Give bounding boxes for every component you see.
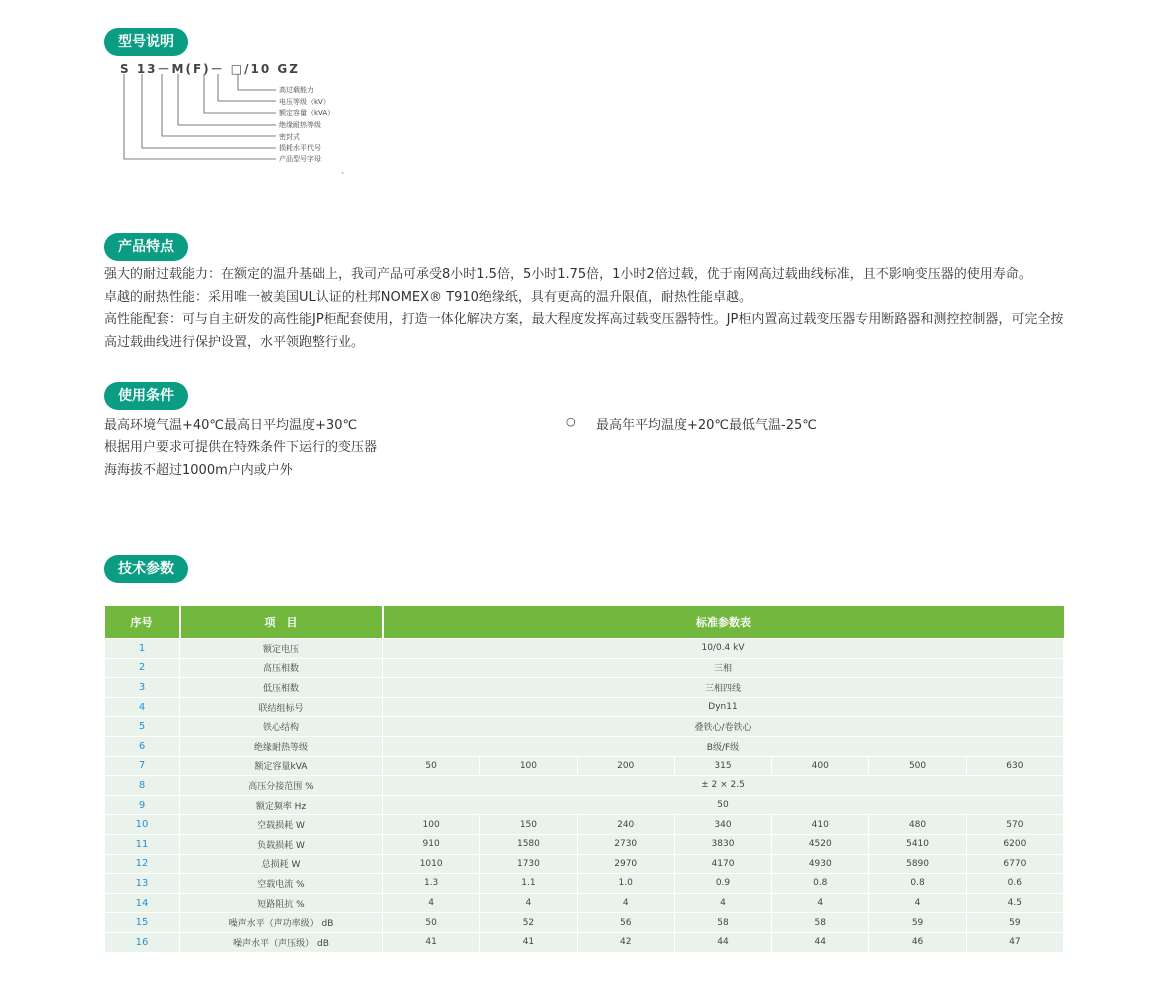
feature-supporting-cont: 高过载曲线进行保护设置，水平领跑整行业。: [104, 335, 365, 350]
feature-supporting: 高性能配套：可与自主研发的高性能JP柜配套使用，打造一体化解决方案，最大程度发挥高过载变压器特性。JP柜内置高过载变压器专用断路器和测控控制器，可完全按: [104, 312, 1064, 327]
table-row: [105, 639, 1064, 659]
section-badge-params: 技术参数: [104, 555, 188, 583]
row-value: 4.5: [966, 893, 1063, 913]
row-value: 240: [577, 815, 674, 835]
row-value: 2730: [577, 834, 674, 854]
row-merged-value: 叠铁心/卷铁心: [383, 717, 1064, 737]
table-row: [105, 756, 1064, 776]
row-item: 额定频率 Hz: [180, 795, 383, 815]
model-label-insulation: 绝缘耐热等级: [279, 121, 321, 129]
row-value: 4: [674, 893, 771, 913]
row-value: 340: [674, 815, 771, 835]
row-item: 短路阻抗 %: [180, 893, 383, 913]
row-item: 噪声水平（声功率级） dB: [180, 913, 383, 933]
row-value: 4: [383, 893, 480, 913]
row-value: 42: [577, 932, 674, 952]
row-index: 6: [105, 736, 180, 756]
section-badge-conditions: 使用条件: [104, 382, 188, 410]
row-value: 100: [480, 756, 577, 776]
row-item: 总损耗 W: [180, 854, 383, 874]
table-row: [105, 658, 1064, 678]
row-value: 500: [869, 756, 966, 776]
row-value: 570: [966, 815, 1063, 835]
row-value: 4520: [772, 834, 869, 854]
row-value: 47: [966, 932, 1063, 952]
row-item: 噪声水平（声压级） dB: [180, 932, 383, 952]
row-item: 空载电流 %: [180, 874, 383, 894]
row-index: 15: [105, 913, 180, 933]
row-value: 910: [383, 834, 480, 854]
row-item: 高压相数: [180, 658, 383, 678]
row-item: 高压分接范围 %: [180, 776, 383, 796]
row-index: 11: [105, 834, 180, 854]
row-value: 1730: [480, 854, 577, 874]
row-index: 12: [105, 854, 180, 874]
feature-heat-resistance: 卓越的耐热性能：采用唯一被美国UL认证的杜邦NOMEX® T910绝缘纸，具有更高的温升限值，耐热性能卓越。: [104, 290, 752, 305]
row-index: 8: [105, 776, 180, 796]
row-value: 58: [674, 913, 771, 933]
row-item: 铁心结构: [180, 717, 383, 737]
row-item: 联结组标号: [180, 697, 383, 717]
row-value: 4930: [772, 854, 869, 874]
row-value: 5410: [869, 834, 966, 854]
row-value: 44: [772, 932, 869, 952]
feature-overload: 强大的耐过载能力：在额定的温升基础上，我司产品可承受8小时1.5倍，5小时1.75倍，1小时2倍过载，优于南网高过载曲线标准，且不影响变压器的使用寿命。: [104, 267, 1032, 282]
table-row: [105, 776, 1064, 796]
row-index: 3: [105, 678, 180, 698]
model-label-loss-code: 损耗水平代号: [279, 144, 321, 152]
row-merged-value: 三相: [383, 658, 1064, 678]
row-item: 额定容量kVA: [180, 756, 383, 776]
row-value: 3830: [674, 834, 771, 854]
table-row: [105, 913, 1064, 933]
row-value: 56: [577, 913, 674, 933]
row-item: 负载损耗 W: [180, 834, 383, 854]
table-row: [105, 717, 1064, 737]
row-value: 630: [966, 756, 1063, 776]
model-label-product-letter: 产品型号字母: [279, 155, 321, 163]
row-value: 4: [480, 893, 577, 913]
section-badge-model: 型号说明: [104, 28, 188, 56]
row-value: 410: [772, 815, 869, 835]
row-value: 2970: [577, 854, 674, 874]
row-value: 4: [772, 893, 869, 913]
row-value: 150: [480, 815, 577, 835]
model-label-capacity: 额定容量（kVA）: [279, 109, 335, 117]
row-index: 4: [105, 697, 180, 717]
row-merged-value: Dyn11: [383, 697, 1064, 717]
section-badge-features: 产品特点: [104, 233, 188, 261]
row-value: 50: [383, 756, 480, 776]
row-merged-value: 三相四线: [383, 678, 1064, 698]
row-index: 10: [105, 815, 180, 835]
row-value: 59: [869, 913, 966, 933]
row-value: 46: [869, 932, 966, 952]
row-value: 4: [869, 893, 966, 913]
row-value: 4: [577, 893, 674, 913]
row-item: 低压相数: [180, 678, 383, 698]
row-merged-value: ± 2 × 2.5: [383, 776, 1064, 796]
model-diagram-lines: [118, 72, 283, 167]
row-value: 6770: [966, 854, 1063, 874]
row-index: 9: [105, 795, 180, 815]
row-value: 315: [674, 756, 771, 776]
table-row: [105, 795, 1064, 815]
row-value: 41: [383, 932, 480, 952]
header-item: 项 目: [180, 606, 383, 639]
row-value: 1.0: [577, 874, 674, 894]
header-index: 序号: [105, 606, 180, 639]
row-value: 400: [772, 756, 869, 776]
row-index: 13: [105, 874, 180, 894]
row-value: 41: [480, 932, 577, 952]
row-index: 2: [105, 658, 180, 678]
condition-special: 根据用户要求可提供在特殊条件下运行的变压器: [104, 440, 378, 455]
row-index: 5: [105, 717, 180, 737]
model-label-sealed: 密封式: [279, 133, 300, 141]
row-index: 1: [105, 639, 180, 659]
row-item: 绝缘耐热等级: [180, 736, 383, 756]
row-value: 58: [772, 913, 869, 933]
row-value: 100: [383, 815, 480, 835]
row-value: 1010: [383, 854, 480, 874]
row-value: 59: [966, 913, 1063, 933]
row-merged-value: B级/F级: [383, 736, 1064, 756]
table-row: [105, 736, 1064, 756]
table-row: [105, 874, 1064, 894]
row-value: 5890: [869, 854, 966, 874]
row-value: 0.8: [772, 874, 869, 894]
condition-bullet: ○: [566, 415, 576, 428]
row-item: 空载损耗 W: [180, 815, 383, 835]
row-value: 52: [480, 913, 577, 933]
row-value: 0.8: [869, 874, 966, 894]
row-value: 4170: [674, 854, 771, 874]
table-row: [105, 932, 1064, 952]
model-label-overload: 高过载能力: [279, 86, 314, 94]
table-row: [105, 854, 1064, 874]
row-value: 0.9: [674, 874, 771, 894]
row-value: 0.6: [966, 874, 1063, 894]
model-label-voltage: 电压等级（kV）: [279, 98, 330, 106]
condition-altitude: 海海拔不超过1000m户内或户外: [104, 463, 293, 478]
params-table: [104, 606, 1064, 953]
table-row: [105, 893, 1064, 913]
table-row: [105, 697, 1064, 717]
model-mark: 、: [341, 166, 349, 175]
row-value: 1580: [480, 834, 577, 854]
model-code: S 13－M(F)－ □/10 GZ: [120, 62, 300, 76]
row-index: 7: [105, 756, 180, 776]
row-value: 50: [383, 913, 480, 933]
condition-temperature-high: 最高环境气温+40℃最高日平均温度+30℃: [104, 418, 358, 433]
row-merged-value: 10/0.4 kV: [383, 639, 1064, 659]
row-value: 6200: [966, 834, 1063, 854]
row-merged-value: 50: [383, 795, 1064, 815]
table-row: [105, 678, 1064, 698]
params-header-row: [105, 606, 1064, 639]
header-standard: 标准参数表: [383, 606, 1064, 639]
row-index: 16: [105, 932, 180, 952]
row-item: 额定电压: [180, 639, 383, 659]
row-index: 14: [105, 893, 180, 913]
row-value: 1.3: [383, 874, 480, 894]
table-row: [105, 834, 1064, 854]
row-value: 44: [674, 932, 771, 952]
row-value: 200: [577, 756, 674, 776]
condition-temperature-low: 最高年平均温度+20℃最低气温-25℃: [596, 418, 817, 433]
row-value: 480: [869, 815, 966, 835]
table-row: [105, 815, 1064, 835]
row-value: 1.1: [480, 874, 577, 894]
